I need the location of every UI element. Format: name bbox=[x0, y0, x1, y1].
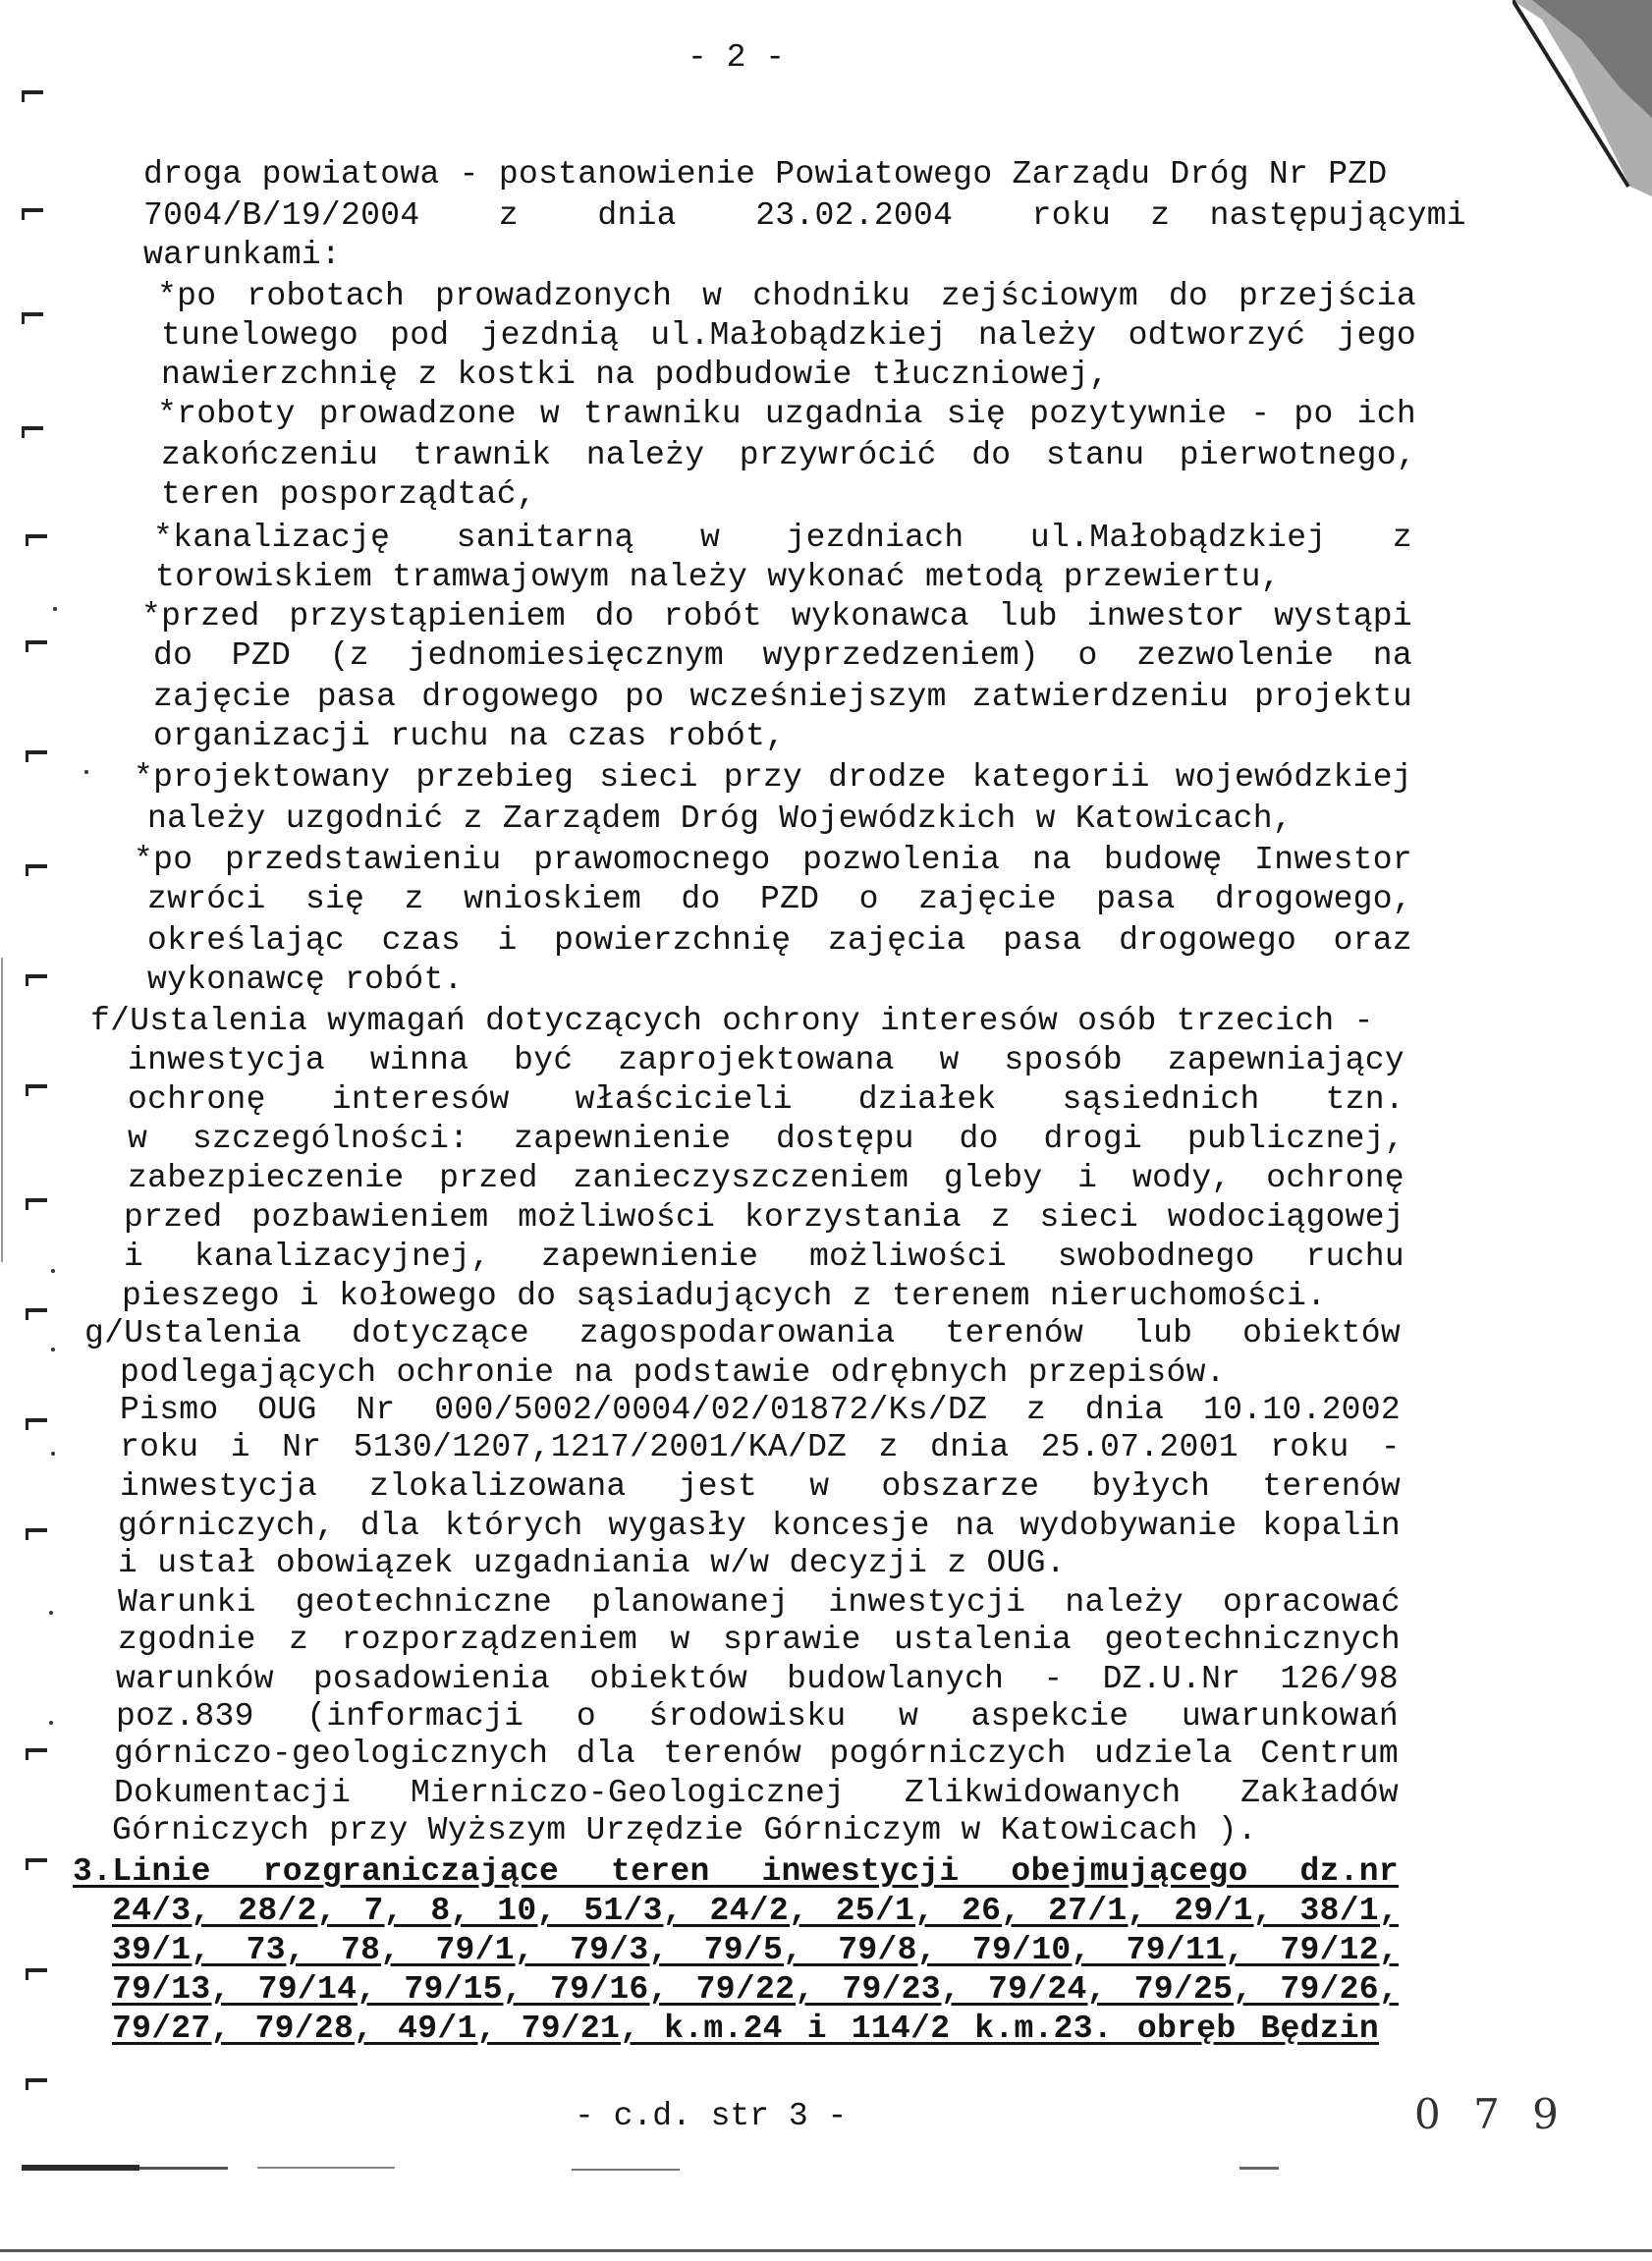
text-line: górniczych, dla których wygasły koncesje na wydobywanie kopalin bbox=[118, 1508, 1401, 1544]
text-line: ochronę interesów właścicieli działek sąsiednich tzn. bbox=[128, 1081, 1404, 1118]
text-line: torowiskiem tramwajowym należy wykonać metodą przewiertu, bbox=[155, 559, 1281, 595]
text-line: *kanalizację sanitarną w jezdniach ul.Małobądzkiej z bbox=[153, 520, 1412, 556]
text-line: f/Ustalenia wymagań dotyczących ochrony interesów osób trzecich - bbox=[90, 1003, 1374, 1039]
margin-mark bbox=[22, 426, 43, 430]
margin-mark bbox=[26, 1968, 47, 1972]
text-line: tunelowego pod jezdnią ul.Małobądzkiej należy odtworzyć jego bbox=[161, 317, 1416, 354]
margin-mark bbox=[22, 90, 43, 94]
margin-dot bbox=[51, 1348, 55, 1351]
margin-mark bbox=[26, 1528, 47, 1532]
text-line: 39/1, 73, 78, 79/1, 79/3, 79/5, 79/8, 79/10, 79/11, 79/12, bbox=[112, 1932, 1399, 1968]
text-line: przed pozbawieniem możliwości korzystania z sieci wodociągowej bbox=[124, 1199, 1404, 1236]
margin-mark bbox=[26, 1084, 47, 1088]
text-line: Warunki geotechniczne planowanej inwestycji należy opracować bbox=[118, 1584, 1401, 1621]
margin-mark bbox=[22, 208, 43, 212]
text-line: należy uzgodnić z Zarządem Dróg Wojewódzkich w Katowicach, bbox=[147, 800, 1293, 837]
text-line: do PZD (z jednomiesięcznym wyprzedzeniem) o zezwolenie na bbox=[153, 637, 1412, 674]
text-line: poz.839 (informacji o środowisku w aspekcie uwarunkowań bbox=[116, 1698, 1399, 1735]
text-line: górniczo-geologicznych dla terenów pogórniczych udziela Centrum bbox=[114, 1736, 1399, 1772]
margin-dot bbox=[49, 1611, 53, 1615]
text-line: i kanalizacyjnej, zapewnienie możliwości swobodnego ruchu bbox=[124, 1239, 1404, 1275]
text-line: warunków posadowienia obiektów budowlanych - DZ.U.Nr 126/98 bbox=[116, 1661, 1399, 1697]
stamp-number: 0 7 9 bbox=[1414, 2090, 1569, 2138]
margin-mark bbox=[26, 750, 47, 754]
margin-dot bbox=[51, 1269, 55, 1273]
text-line: zajęcie pasa drogowego po wcześniejszym zatwierdzeniu projektu bbox=[153, 679, 1412, 715]
margin-mark bbox=[26, 1308, 47, 1312]
text-line: zabezpieczenie przed zanieczyszczeniem gleby i wody, ochronę bbox=[128, 1160, 1404, 1196]
margin-dot bbox=[49, 1721, 53, 1725]
text-line: Pismo OUG Nr 000/5002/0004/02/01872/Ks/DZ z dnia 10.10.2002 bbox=[120, 1392, 1401, 1428]
text-line: zwróci się z wnioskiem do PZD o zajęcie pasa drogowego, bbox=[147, 881, 1412, 917]
scan-bottom-edge bbox=[0, 2249, 1652, 2252]
margin-mark bbox=[26, 2078, 47, 2082]
text-line: w szczególności: zapewnienie dostępu do drogi publicznej, bbox=[128, 1121, 1404, 1157]
scan-corner-artifact bbox=[1513, 0, 1652, 196]
margin-mark bbox=[26, 640, 47, 644]
text-line: 7004/B/19/2004 z dnia 23.02.2004 roku z następującymi bbox=[143, 197, 1466, 234]
margin-mark bbox=[26, 1418, 47, 1422]
text-line: inwestycja zlokalizowana jest w obszarze byłych terenów bbox=[120, 1468, 1401, 1505]
text-line: inwestycja winna być zaprojektowana w sposób zapewniający bbox=[128, 1042, 1404, 1078]
text-line: teren posporządtać, bbox=[161, 476, 536, 513]
text-line: zakończeniu trawnik należy przywrócić do stanu pierwotnego, bbox=[161, 437, 1416, 473]
text-line: pieszego i kołowego do sąsiadujących z terenem nieruchomości. bbox=[122, 1278, 1327, 1314]
margin-mark bbox=[22, 312, 43, 316]
text-line: wykonawcę robót. bbox=[147, 962, 464, 998]
text-line: Górniczych przy Wyższym Urzędzie Górniczym w Katowicach ). bbox=[112, 1812, 1257, 1848]
text-line: g/Ustalenia dotyczące zagospodarowania terenów lub obiektów bbox=[84, 1315, 1401, 1351]
scan-bottom-artifact bbox=[22, 2159, 1298, 2178]
text-line: 79/13, 79/14, 79/15, 79/16, 79/22, 79/23, 79/24, 79/25, 79/26, bbox=[112, 1971, 1399, 2008]
text-line: zgodnie z rozporządzeniem w sprawie ustalenia geotechnicznych bbox=[118, 1622, 1401, 1658]
text-line: *po przedstawieniu prawomocnego pozwolenia na budowę Inwestor bbox=[134, 842, 1412, 878]
text-line: 79/27, 79/28, 49/1, 79/21, k.m.24 i 114/2 k.m.23. obręb Będzin bbox=[112, 2011, 1379, 2047]
text-line: warunkami: bbox=[143, 237, 342, 273]
text-line: 24/3, 28/2, 7, 8, 10, 51/3, 24/2, 25/1, 26, 27/1, 29/1, 38/1, bbox=[112, 1893, 1399, 1929]
text-line: *roboty prowadzone w trawniku uzgadnia się pozytywnie - po ich bbox=[157, 396, 1416, 432]
text-line: podlegających ochronie na podstawie odrębnych przepisów. bbox=[120, 1354, 1226, 1391]
margin-mark bbox=[26, 864, 47, 868]
margin-mark bbox=[26, 1748, 47, 1752]
margin-dot bbox=[84, 770, 88, 774]
text-line: i ustał obowiązek uzgadniania w/w decyzji z OUG. bbox=[118, 1545, 1066, 1581]
text-line: roku i Nr 5130/1207,1217/2001/KA/DZ z dnia 25.07.2001 roku - bbox=[120, 1429, 1401, 1465]
text-line: *przed przystąpieniem do robót wykonawca lub inwestor wystąpi bbox=[141, 598, 1412, 634]
text-line: *po robotach prowadzonych w chodniku zejściowym do przejścia bbox=[157, 278, 1416, 314]
continuation-footer: - c.d. str 3 - bbox=[575, 2098, 848, 2134]
margin-dot bbox=[53, 607, 57, 611]
margin-mark bbox=[26, 534, 47, 538]
margin-mark bbox=[26, 1858, 47, 1862]
text-line: określając czas i powierzchnię zajęcia pasa drogowego oraz bbox=[147, 922, 1412, 959]
text-line: nawierzchnię z kostki na podbudowie tłuczniowej, bbox=[161, 357, 1109, 393]
text-line: *projektowany przebieg sieci przy drodze kategorii wojewódzkiej bbox=[134, 759, 1412, 796]
page-number: - 2 - bbox=[688, 39, 786, 76]
text-line: 3.Linie rozgraniczające teren inwestycji obejmującego dz.nr bbox=[73, 1853, 1399, 1890]
text-line: Dokumentacji Mierniczo-Geologicznej Zlikwidowanych Zakładów bbox=[114, 1775, 1399, 1811]
margin-mark bbox=[26, 974, 47, 978]
margin-mark bbox=[26, 1198, 47, 1202]
text-line: droga powiatowa - postanowienie Powiatowego Zarządu Dróg Nr PZD bbox=[143, 156, 1388, 193]
text-line: organizacji ruchu na czas robót, bbox=[153, 718, 786, 754]
margin-dot bbox=[51, 1452, 55, 1456]
scan-edge-line bbox=[1, 958, 3, 1262]
